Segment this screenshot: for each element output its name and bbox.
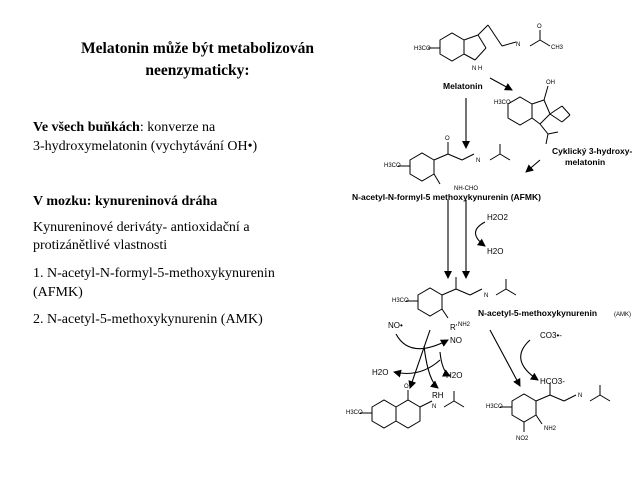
cyclic-h3co: H3CO <box>494 100 511 106</box>
arrow-amk-to-nitro <box>490 330 520 386</box>
block2-desc-line2: protizánětlivé vlastnosti <box>33 238 168 253</box>
melatonin-label: Melatonin <box>443 81 483 91</box>
afmk-label: N-acetyl-N-formyl-5 methoxykynurenin (AFMK) <box>352 192 541 202</box>
melatonin-n: N <box>516 42 521 48</box>
quinazoline-h3co: H3CO <box>346 410 363 416</box>
h2o-label-3: H2O <box>446 371 463 380</box>
quinazoline-product-structure <box>360 390 464 428</box>
afmk-nhcho: NH-CHO <box>454 186 478 192</box>
block1-lead: Ve všech buňkách <box>33 120 140 135</box>
cyclic-label-line2: melatonin <box>565 157 606 167</box>
cyclic-oh: OH <box>546 80 555 86</box>
arrow-melatonin-to-cyclic <box>490 78 512 90</box>
h2o-label-1: H2O <box>487 247 504 256</box>
nitro-nh2: NH2 <box>544 426 557 432</box>
nitro-h3co: H3CO <box>486 404 503 410</box>
arrow-cyclic-to-afmk <box>526 160 540 172</box>
afmk-h3co: H3CO <box>384 163 401 169</box>
melatonin-o: O <box>537 24 542 30</box>
rh-label: RH <box>432 391 444 400</box>
afmk-structure <box>398 142 510 184</box>
afmk-o: O <box>445 136 450 142</box>
melatonin-structure <box>428 25 550 61</box>
no-curved-arrow <box>396 334 448 349</box>
quinazoline-n: N <box>432 404 437 410</box>
h2o2-curved-arrow <box>476 222 486 246</box>
melatonin-nh: N H <box>472 66 483 72</box>
block2-desc-line1: Kynureninové deriváty- antioxidační a <box>33 220 250 235</box>
block1-rest: : konverze na <box>139 120 216 135</box>
title-line-1: Melatonin může být metabolizován <box>81 40 314 57</box>
nitro-n: N <box>578 393 583 399</box>
nitro-no2: NO2 <box>516 436 529 442</box>
block1-line2: 3-hydroxymelatonin (vychytávání OH•) <box>33 139 258 154</box>
afmk-n: N <box>476 158 481 164</box>
amk-nh2: NH2 <box>458 322 471 328</box>
amk-h3co: H3CO <box>392 298 409 304</box>
quinazoline-o: O <box>404 384 409 390</box>
hco3-label: HCO3- <box>540 377 565 386</box>
block2-heading: V mozku: kynureninová dráha <box>33 194 218 209</box>
r-radical-label: R' <box>450 323 458 332</box>
melatonin-h3co: H3CO <box>414 46 431 52</box>
arrow-amk-to-quinazoline <box>410 330 430 388</box>
amk-tag-label: (AMK) <box>614 312 631 318</box>
block2-item1-line1: 1. N-acetyl-N-formyl-5-methoxykynurenin <box>33 266 275 281</box>
title-line-2: neenzymaticky: <box>145 62 250 79</box>
nitro-product-structure <box>500 383 610 432</box>
no-label: NO <box>450 336 462 345</box>
co3-curved-arrow <box>521 340 538 380</box>
cyclic-3-hydroxymelatonin-structure <box>508 86 570 144</box>
block2-item1-line2: (AFMK) <box>33 285 83 300</box>
co3-label: CO3•- <box>540 331 562 340</box>
cyclic-label-line1: Cyklický 3-hydroxy- <box>552 146 633 156</box>
h2o2-label: H2O2 <box>487 213 508 222</box>
amk-n: N <box>484 293 489 299</box>
h2o-label-2: H2O <box>372 368 389 377</box>
amk-label: N-acetyl-5-methoxykynurenin <box>478 308 598 318</box>
block2-item2: 2. N-acetyl-5-methoxykynurenin (AMK) <box>33 312 263 327</box>
melatonin-ch3: CH3 <box>551 45 564 51</box>
no-radical-label: NO• <box>388 321 403 330</box>
